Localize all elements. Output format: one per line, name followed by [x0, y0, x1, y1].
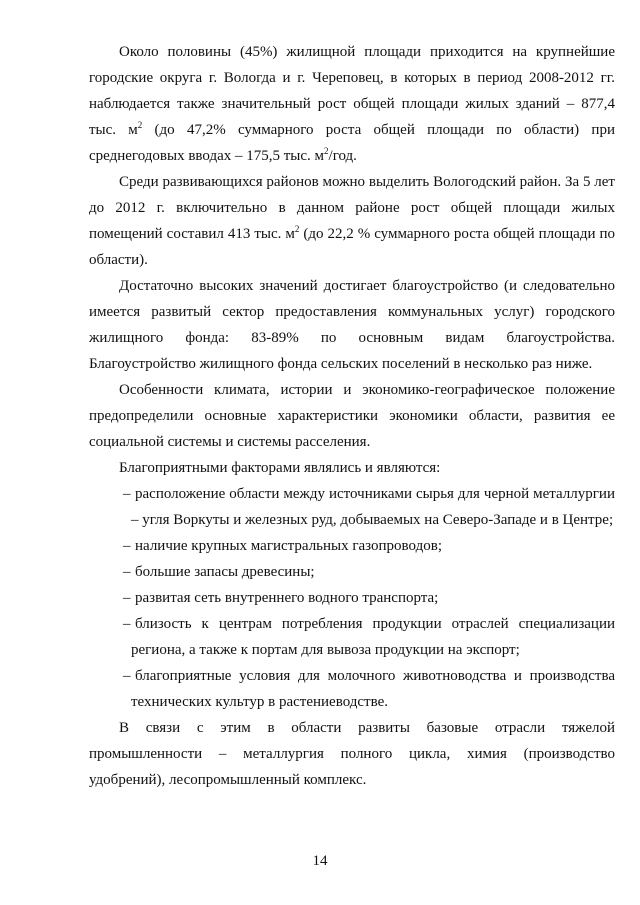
- superscript: 2: [137, 120, 143, 130]
- list-item-text: благоприятные условия для молочного животноводства и производства технических культур в растениеводстве.: [131, 668, 615, 710]
- list-item: [123, 611, 615, 663]
- superscript: 2: [324, 146, 329, 156]
- paragraph-text: (до 47,2% суммарного роста общей площади по области) при среднегодовых вводах – 175,5 тыс. м: [89, 122, 615, 164]
- favorable-factors-list: [89, 481, 615, 715]
- list-item: [123, 481, 615, 533]
- paragraph-heavy-industry: В связи с этим в области развиты базовые отрасли тяжелой промышленности – металлургия полного цикла, химия (производство удобрений), лесопромышленный комплекс.: [89, 720, 615, 788]
- paragraph-text: Среди развивающихся районов можно выделить Вологодский район. За 5 лет до 2012 г. включительно в данном районе рост общей площади жилых помещений составил 413 тыс. м: [89, 174, 615, 242]
- superscript: 2: [294, 224, 300, 234]
- paragraph-text: Около половины (45%) жилищной площади приходится на крупнейшие городские округа г. Вологда и г. Череповец, в которых в период 2008-2012 гг. наблюдается также значительный рост общей площади жилых зданий – 877,4 тыс. м: [89, 44, 615, 138]
- paragraph-amenities: Достаточно высоких значений достигает благоустройство (и следовательно имеется развитый сектор предоставления коммунальных услуг) городского жилищного фонда: 83-89% по основным видам благоустройства. Благоустройство жилищного фонда сельских поселений в несколько раз ниже.: [89, 278, 615, 372]
- list-marker: –: [123, 486, 131, 502]
- list-item-text: развитая сеть внутреннего водного транспорта;: [135, 590, 439, 606]
- list-item: [123, 585, 615, 611]
- paragraph-text: (до 22,2 % суммарного роста общей площади по области).: [89, 226, 615, 268]
- list-item-text: большие запасы древесины;: [135, 564, 315, 580]
- paragraph-climate-history: Особенности климата, истории и экономико-географическое положение предопределили основные характеристики экономики области, развития ее социальной системы и системы расселения.: [89, 382, 615, 450]
- list-item: [123, 559, 615, 585]
- list-marker: –: [123, 538, 131, 554]
- list-marker: –: [123, 590, 131, 606]
- paragraph-vologda-district: [89, 169, 615, 273]
- paragraph-housing-share: [89, 39, 615, 169]
- list-item-text: наличие крупных магистральных газопроводов;: [135, 538, 442, 554]
- body-text: [89, 39, 615, 793]
- list-item: [123, 663, 615, 715]
- list-marker: –: [123, 668, 131, 684]
- paragraph-text: /год.: [328, 148, 357, 164]
- paragraph-favorable-factors-intro: Благоприятными факторами являлись и являются:: [119, 460, 441, 476]
- list-item-text: близость к центрам потребления продукции отраслей специализации региона, а также к портам для вывоза продукции на экспорт;: [131, 616, 615, 658]
- list-marker: –: [123, 564, 131, 580]
- list-item: [123, 533, 615, 559]
- list-marker: –: [123, 616, 131, 632]
- list-item-text: расположение области между источниками сырья для черной металлургии – угля Воркуты и железных руд, добываемых на Северо-Западе и в Центре;: [131, 486, 615, 528]
- page-number: 14: [312, 853, 328, 869]
